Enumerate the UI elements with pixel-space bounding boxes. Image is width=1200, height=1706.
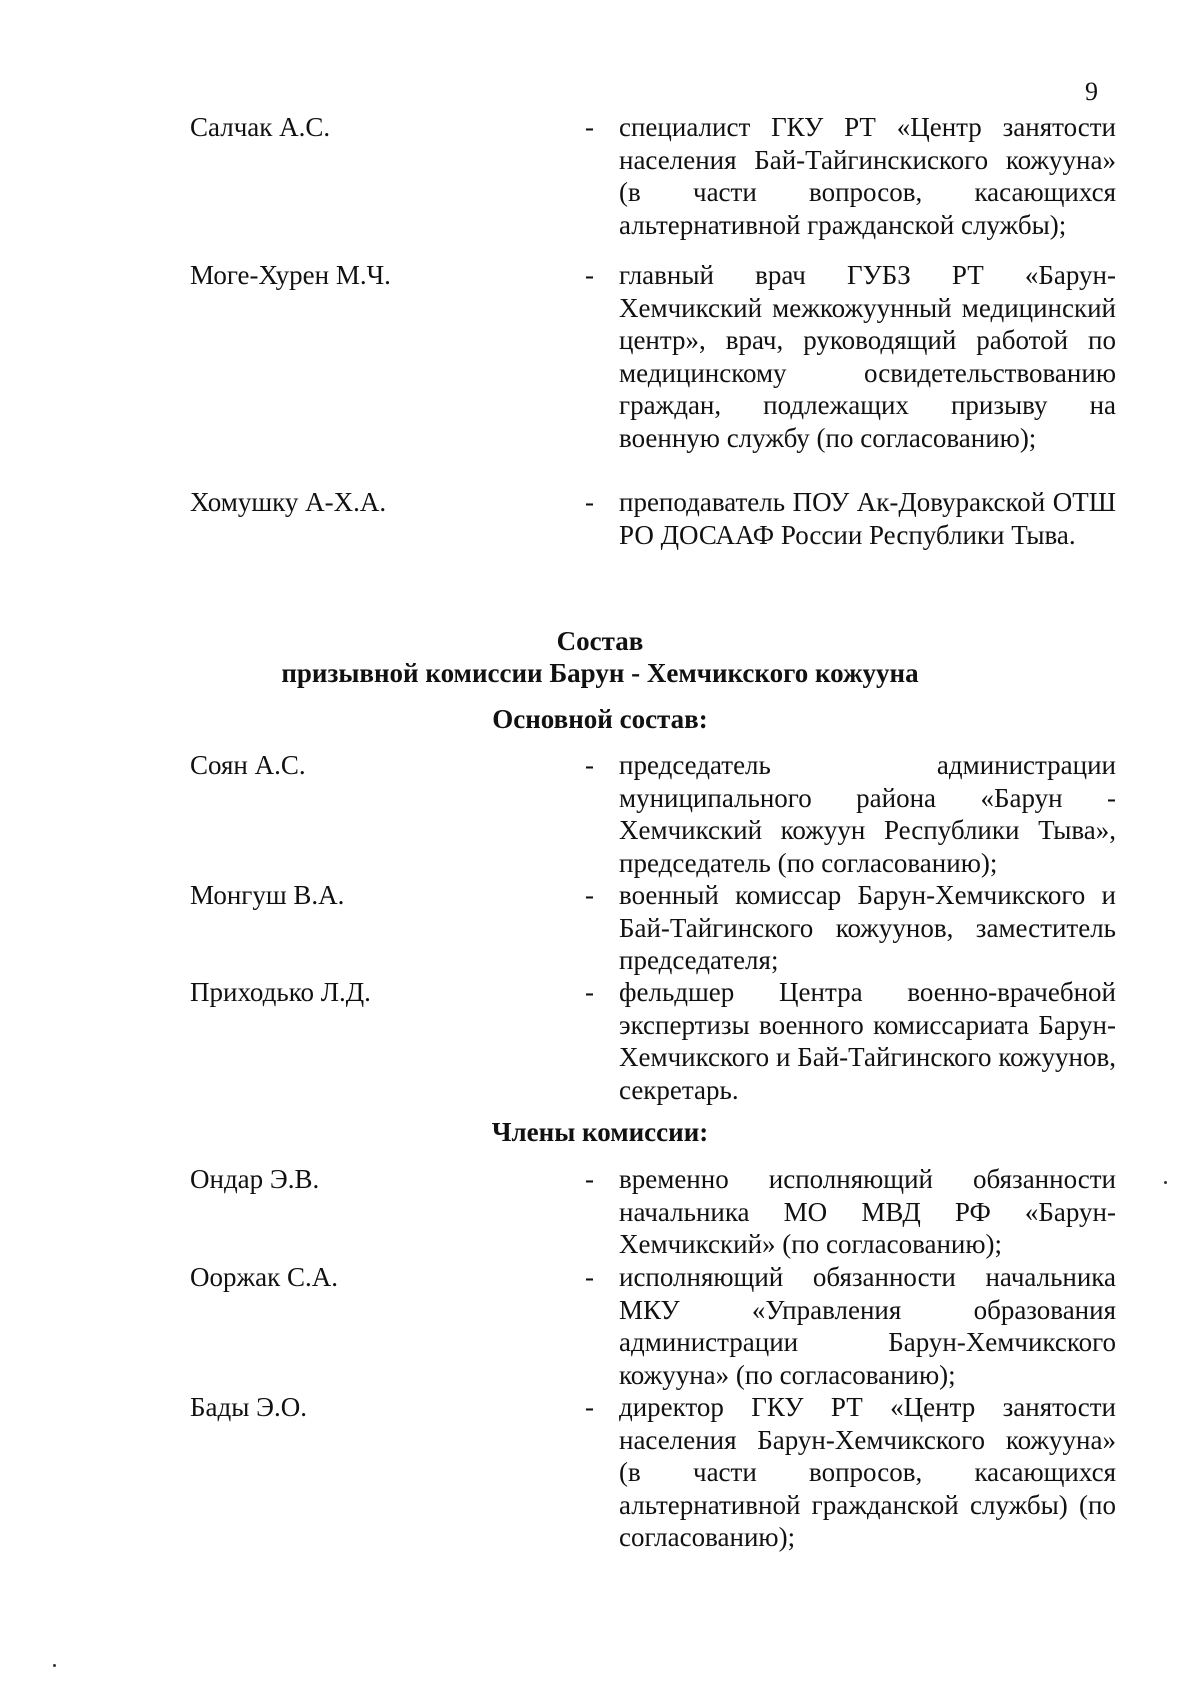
list-item bbox=[0, 1391, 1200, 1591]
member-name: Монгуш В.А. bbox=[190, 880, 345, 910]
member-description: временно исполняющий обязанности начальника МО МВД РФ «Барун-Хемчикский» (по согласованию); bbox=[619, 1164, 1116, 1259]
list-dash: - bbox=[585, 1164, 594, 1194]
member-description: преподаватель ПОУ Ак-Довуракской ОТШ РО ДОСААФ России Республики Тыва. bbox=[619, 487, 1116, 550]
list-item bbox=[0, 749, 1200, 879]
list-dash: - bbox=[585, 260, 594, 290]
member-name: Салчак А.С. bbox=[190, 112, 331, 142]
member-description: фельдшер Центра военно-врачебной экспертизы военного комиссариата Барун-Хемчикского и Бай-Тайгинского кожуунов, секретарь. bbox=[619, 977, 1116, 1105]
member-description: специалист ГКУ РТ «Центр занятости населения Бай-Тайгинскиского кожууна» (в части вопросов, касающихся альтернативной гражданской службы); bbox=[619, 112, 1116, 240]
member-name: Ондар Э.В. bbox=[190, 1164, 320, 1194]
main-composition-list bbox=[0, 749, 1200, 1106]
member-description: военный комиссар Барун-Хемчикского и Бай-Тайгинского кожуунов, заместитель председателя; bbox=[619, 880, 1116, 975]
page-number: 9 bbox=[1085, 77, 1098, 106]
member-description: председатель администрации муниципального района «Барун - Хемчикский кожуун Республики Тыва», председатель (по согласованию); bbox=[619, 750, 1116, 878]
list-item bbox=[0, 976, 1200, 1106]
composition-heading: Состав bbox=[556, 626, 644, 656]
member-name: Бады Э.О. bbox=[190, 1392, 307, 1422]
member-name: Ооржак С.А. bbox=[190, 1262, 339, 1292]
list-dash: - bbox=[585, 880, 594, 910]
list-dash: - bbox=[585, 1262, 594, 1292]
scan-speck bbox=[1164, 1181, 1167, 1184]
commission-members-title: Члены комиссии: bbox=[491, 1117, 709, 1147]
list-item bbox=[0, 111, 1200, 259]
member-name: Хомушку А-Х.А. bbox=[190, 487, 387, 517]
list-dash: - bbox=[585, 1392, 594, 1422]
member-name: Приходько Л.Д. bbox=[190, 977, 371, 1007]
composition-subheading: призывной комиссии Барун - Хемчикского кожууна bbox=[281, 658, 919, 688]
commission-members-list bbox=[0, 1163, 1200, 1591]
member-description: директор ГКУ РТ «Центр занятости населения Барун-Хемчикского кожууна» (в части вопросов, касающихся альтернативной гражданской службы) (по согласованию); bbox=[619, 1392, 1116, 1552]
list-dash: - bbox=[585, 487, 594, 517]
member-name: Моге-Хурен М.Ч. bbox=[190, 260, 391, 290]
member-name: Соян А.С. bbox=[190, 750, 306, 780]
list-item bbox=[0, 879, 1200, 976]
member-description: главный врач ГУБЗ РТ «Барун-Хемчикский межкожуунный медицинский центр», врач, руководящий работой по медицинскому освидетельствованию граждан, подлежащих призыву на военную службу (по согласованию); bbox=[619, 260, 1116, 453]
list-item bbox=[0, 1163, 1200, 1261]
top-member-list bbox=[0, 111, 1200, 586]
list-dash: - bbox=[585, 977, 594, 1007]
main-composition-title: Основной состав: bbox=[492, 704, 708, 734]
list-dash: - bbox=[585, 750, 594, 780]
list-item bbox=[0, 486, 1200, 586]
scan-speck bbox=[53, 1664, 56, 1667]
list-dash: - bbox=[585, 112, 594, 142]
member-description: исполняющий обязанности начальника МКУ «Управления образования администрации Барун-Хемчикского кожууна» (по согласованию); bbox=[619, 1262, 1116, 1390]
list-item bbox=[0, 1261, 1200, 1391]
list-item bbox=[0, 259, 1200, 486]
